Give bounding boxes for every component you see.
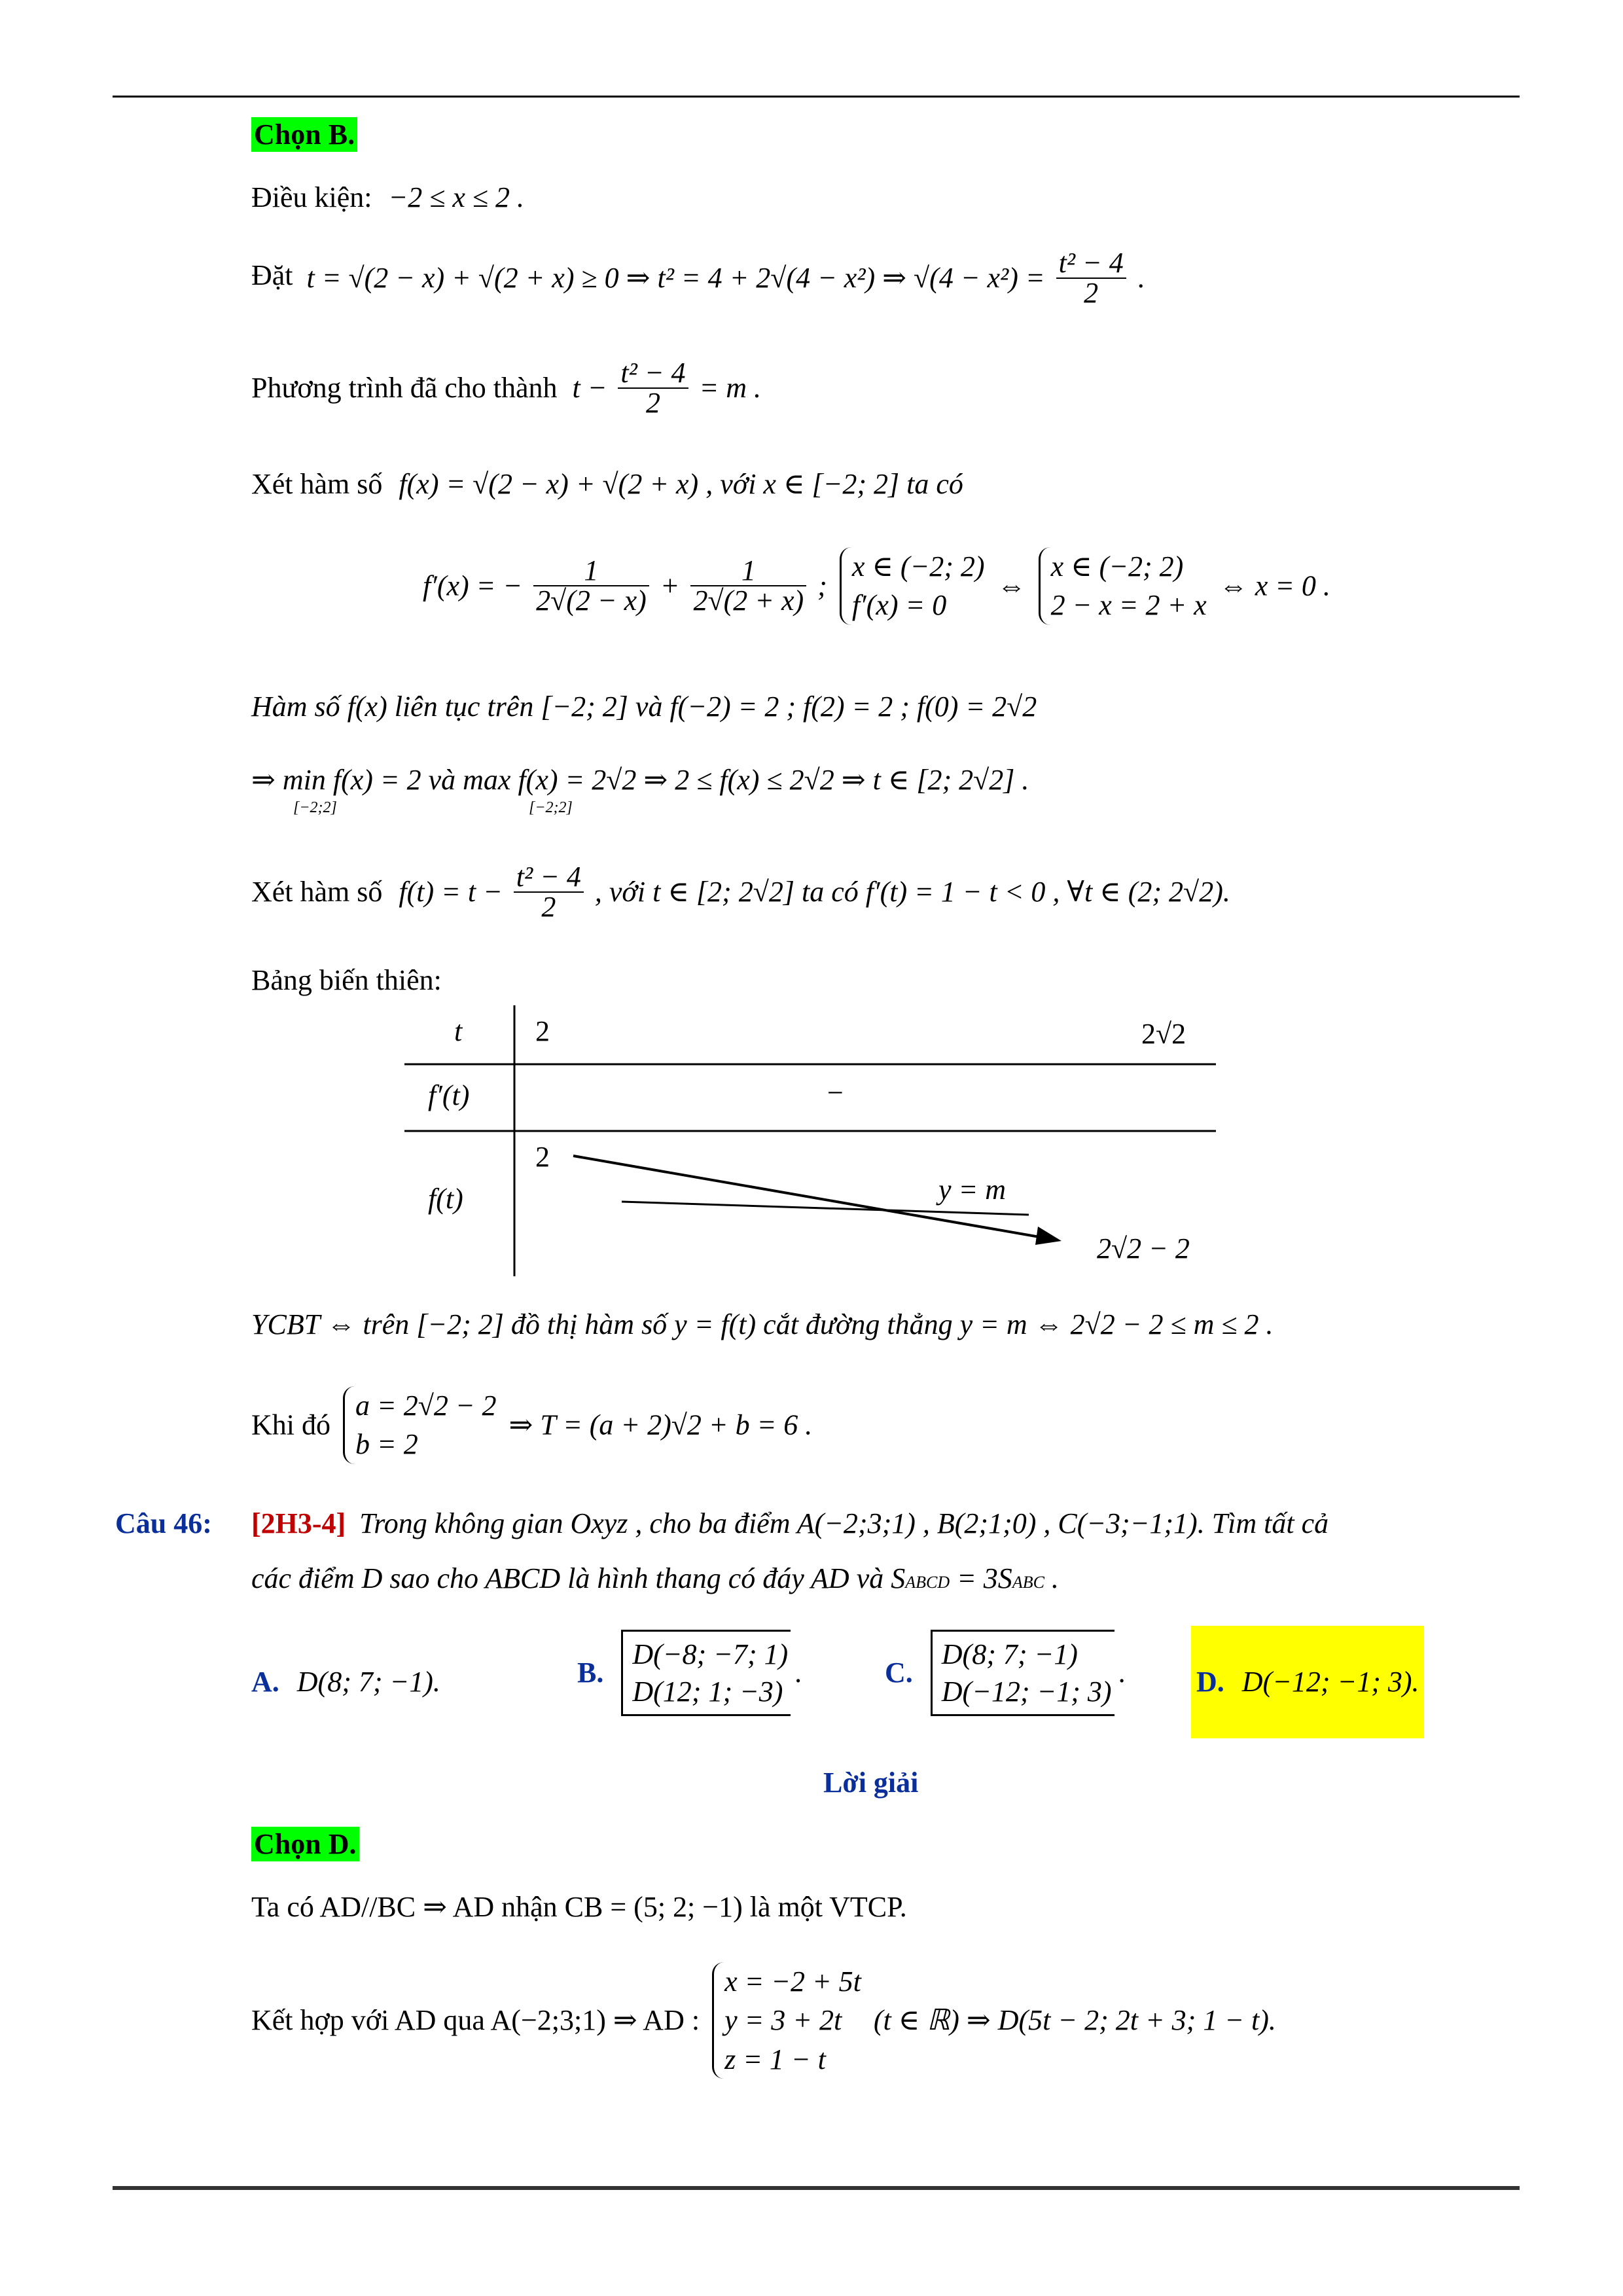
- func-expr: f(x) = √(2 − x) + √(2 + x) , với x ∈ [−2; 2] ta có: [399, 468, 963, 500]
- set-expr: t = √(2 − x) + √(2 + x) ≥ 0 ⇒ t² = 4 + 2√(4 − x²) ⇒ √(4 − x²) =: [306, 262, 1045, 294]
- set-label: Đặt: [251, 259, 293, 292]
- ft-fraction: $\frac{\text{t² − 4}}{2}$: [514, 863, 584, 922]
- option-b[interactable]: B. D(−8; −7; 1) D(12; 1; −3) .: [577, 1630, 802, 1716]
- eq-fraction: $\frac{\text{t² − 4}}{2}$: [618, 359, 688, 418]
- question-text-1: Trong không gian Oxyz , cho ba điểm A(−2;3;1) , B(2;1;0) , C(−3;−1;1). Tìm tất cả: [359, 1507, 1329, 1539]
- arrow-head: [1035, 1227, 1061, 1245]
- set-fraction: $\frac{\text{t² − 4}}{2}$: [1056, 249, 1126, 308]
- func-label: Xét hàm số: [251, 468, 383, 500]
- table-row1-label: t: [454, 1015, 463, 1047]
- deriv-sep: ;: [817, 569, 827, 602]
- question-tag: [2H3-4]: [251, 1507, 346, 1539]
- table-row2-label: f′(t): [428, 1079, 470, 1111]
- khi-do-line: [251, 1386, 812, 1464]
- eq-right: = m .: [699, 372, 761, 404]
- max-subscript: [−2;2]: [529, 799, 573, 816]
- choice-b-label: Chọn B.: [251, 120, 357, 149]
- table-f-start: 2: [535, 1141, 550, 1173]
- solution-title: Lời giải: [823, 1767, 919, 1799]
- option-c[interactable]: C. D(8; 7; −1) D(−12; −1; 3) .: [885, 1630, 1126, 1716]
- line-b-right: (t ∈ ℝ) ⇒ D(5t − 2; 2t + 3; 1 − t).: [873, 2004, 1276, 2037]
- option-d[interactable]: D. D(−12; −1; 3).: [1196, 1666, 1419, 1698]
- solution-line-a: Ta có AD//BC ⇒ AD nhận CB = (5; 2; −1) là một VTCP.: [251, 1891, 907, 1923]
- condition-expr: −2 ≤ x ≤ 2 .: [388, 181, 525, 213]
- table-f-end: 2√2 − 2: [1097, 1232, 1190, 1265]
- option-b-bracket: D(−8; −7; 1) D(12; 1; −3): [621, 1630, 791, 1716]
- eq-left: t −: [572, 372, 607, 404]
- deriv-plus: +: [660, 569, 680, 602]
- solution-line-b: [251, 1962, 1276, 2079]
- minmax-line: ⇒ min f(x) = 2 và max f(x) = 2√2 ⇒ 2 ≤ f(x) ≤ 2√2 ⇒ t ∈ [2; 2√2] .: [251, 764, 1029, 796]
- deriv-fraction-1: $\frac{1}{2√(2 - x)}$: [533, 556, 649, 615]
- ft-right: , với t ∈ [2; 2√2] ta có f′(t) = 1 − t < 0 , ∀t ∈ (2; 2√2).: [594, 876, 1230, 908]
- deriv-fraction-2: $\frac{1}{2√(2 + x)}$: [690, 556, 806, 615]
- table-sign: −: [827, 1077, 844, 1109]
- khi-label: Khi đó: [251, 1408, 330, 1441]
- ft-left: f(t) = t −: [399, 876, 503, 908]
- parametric-system: x = −2 + 5t y = 3 + 2t z = 1 − t: [712, 1962, 861, 2079]
- khi-result: ⇒ T = (a + 2)√2 + b = 6 .: [508, 1408, 813, 1441]
- option-c-bracket: D(8; 7; −1) D(−12; −1; 3): [931, 1630, 1115, 1716]
- set-dot: .: [1137, 262, 1145, 294]
- continuity-line: Hàm số f(x) liên tục trên [−2; 2] và f(−2) = 2 ; f(2) = 2 ; f(0) = 2√2: [251, 691, 1037, 723]
- system-2: x ∈ (−2; 2) 2 − x = 2 + x: [1039, 547, 1207, 625]
- condition-label: Điều kiện:: [251, 181, 372, 213]
- deriv-left: f′(x) = −: [423, 569, 523, 602]
- table-row3-label: f(t): [428, 1183, 463, 1215]
- choice-d-label: Chọn D.: [251, 1830, 359, 1859]
- question-46-label: Câu 46:: [115, 1507, 212, 1539]
- table-t-start: 2: [535, 1015, 550, 1047]
- table-line-label: y = m: [938, 1174, 1006, 1206]
- variation-table-title: Bảng biến thiên:: [251, 964, 442, 996]
- min-subscript: [−2;2]: [293, 799, 337, 816]
- deriv-result: ⇔ x = 0 .: [1219, 569, 1330, 602]
- question-46-line1: [251, 1509, 1329, 1538]
- option-a[interactable]: A. D(8; 7; −1).: [251, 1666, 440, 1698]
- equiv-1: ⇔: [997, 569, 1026, 602]
- khi-system: a = 2√2 − 2 b = 2: [343, 1386, 497, 1464]
- system-1: x ∈ (−2; 2) f′(x) = 0: [840, 547, 985, 625]
- ycbt-line: YCBT ⇔ trên [−2; 2] đồ thị hàm số y = f(t) cắt đường thẳng y = m ⇔ 2√2 − 2 ≤ m ≤ 2 .: [251, 1308, 1274, 1340]
- question-46-line2: các điểm D sao cho ABCD là hình thang có đáy AD và SABCD = 3SABC .: [251, 1562, 1059, 1594]
- line-b-left: Kết hợp với AD qua A(−2;3;1) ⇒ AD :: [251, 2004, 700, 2037]
- ft-label: Xét hàm số: [251, 876, 383, 908]
- table-t-end: 2√2: [1141, 1018, 1186, 1050]
- eq-label: Phương trình đã cho thành: [251, 372, 558, 404]
